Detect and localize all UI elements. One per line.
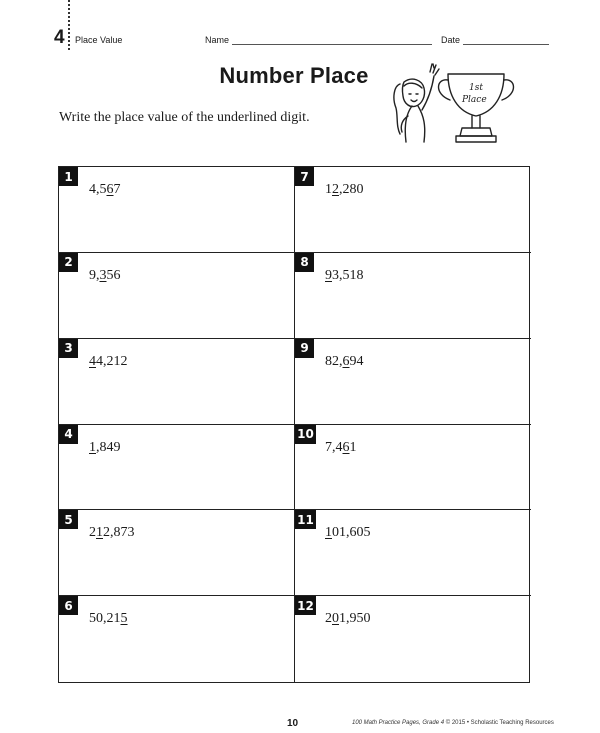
footer-page-number: 10 xyxy=(287,718,299,729)
digits-before: 2 xyxy=(325,611,332,627)
date-label: Date xyxy=(441,35,461,45)
digits-before: 9, xyxy=(89,267,100,283)
digits-after: 3,518 xyxy=(332,267,364,283)
problem-number-badge: 8 xyxy=(295,253,314,272)
problem-number-value xyxy=(89,440,121,456)
problem-number-badge: 12 xyxy=(295,596,316,615)
problem-number-value xyxy=(89,182,121,198)
underlined-digit: 1 xyxy=(89,439,96,455)
digits-after: 1,950 xyxy=(339,611,371,627)
digits-after: 1 xyxy=(349,439,357,455)
problem-number-badge: 10 xyxy=(295,425,316,444)
digits-before: 7,4 xyxy=(325,439,343,455)
digits-before: 50,21 xyxy=(89,611,121,627)
dotted-margin-line xyxy=(68,0,70,50)
digits-after: ,849 xyxy=(96,439,121,455)
problem-number-badge: 5 xyxy=(59,510,78,529)
problem-cell[interactable] xyxy=(295,339,531,425)
footer-credit xyxy=(352,720,554,726)
digits-before: 82, xyxy=(325,353,343,369)
digits-after: 01,605 xyxy=(332,525,371,541)
problem-number-badge: 2 xyxy=(59,253,78,272)
footer-copyright: © 2015 • Scholastic Teaching Resources xyxy=(444,720,554,726)
problem-number-value xyxy=(89,354,128,370)
problem-number-value xyxy=(325,182,364,198)
underlined-digit: 0 xyxy=(332,611,339,627)
problem-cell[interactable] xyxy=(295,596,531,682)
underlined-digit: 4 xyxy=(89,353,96,369)
problem-number-value xyxy=(89,268,121,284)
digits-after: 56 xyxy=(106,267,121,283)
digits-after: ,280 xyxy=(339,182,364,197)
digits-after: 2,873 xyxy=(103,525,135,541)
problem-cell[interactable] xyxy=(295,425,531,511)
instructions: Write the place value of the underlined digit. xyxy=(59,110,310,125)
problem-number-badge: 4 xyxy=(59,425,78,444)
problem-number-badge: 7 xyxy=(295,167,314,186)
digits-before: 2 xyxy=(89,525,96,541)
problem-cell[interactable] xyxy=(59,425,295,511)
digits-after: 7 xyxy=(113,182,121,197)
underlined-digit: 1 xyxy=(96,525,103,541)
problem-cell[interactable] xyxy=(59,596,295,682)
problem-cell[interactable] xyxy=(59,167,295,253)
problem-grid xyxy=(58,166,530,683)
digits-before: 4,5 xyxy=(89,182,107,197)
underlined-digit: 9 xyxy=(325,267,332,283)
digits-before: 1 xyxy=(325,182,332,197)
problem-cell[interactable] xyxy=(59,339,295,425)
trophy-illustration xyxy=(386,56,526,156)
page-title: Number Place xyxy=(219,63,369,88)
section-number: 4 xyxy=(54,27,65,48)
problem-number-badge: 9 xyxy=(295,339,314,358)
problem-cell[interactable] xyxy=(295,253,531,339)
problem-number-value xyxy=(325,354,364,370)
topic-label: Place Value xyxy=(75,35,123,45)
name-label: Name xyxy=(205,35,230,45)
problem-cell[interactable] xyxy=(59,510,295,596)
trophy-text-place: Place xyxy=(462,95,487,105)
problem-number-badge: 11 xyxy=(295,510,316,529)
date-field[interactable] xyxy=(463,44,549,45)
underlined-digit: 3 xyxy=(99,267,107,283)
problem-cell[interactable] xyxy=(59,253,295,339)
digits-after: 94 xyxy=(349,353,364,369)
underlined-digit: 2 xyxy=(332,182,339,197)
problem-number-value xyxy=(89,525,135,541)
digits-after: 4,212 xyxy=(96,353,128,369)
name-field[interactable] xyxy=(232,44,432,45)
footer-book-title: 100 Math Practice Pages, Grade 4 xyxy=(352,720,445,726)
problem-number-badge: 3 xyxy=(59,339,78,358)
underlined-digit: 5 xyxy=(120,611,128,627)
underlined-digit: 6 xyxy=(342,353,350,369)
underlined-digit: 1 xyxy=(325,525,332,541)
problem-number-value xyxy=(325,611,371,627)
problem-cell[interactable] xyxy=(295,167,531,253)
problem-number-badge: 6 xyxy=(59,596,78,615)
problem-number-value xyxy=(325,268,364,284)
underlined-digit: 6 xyxy=(106,182,114,197)
problem-number-value xyxy=(325,525,371,541)
trophy-text-1st: 1st xyxy=(469,83,483,93)
problem-number-value xyxy=(325,440,357,456)
problem-number-badge: 1 xyxy=(59,167,78,186)
underlined-digit: 6 xyxy=(342,439,350,455)
problem-cell[interactable] xyxy=(295,510,531,596)
problem-number-value xyxy=(89,611,128,627)
